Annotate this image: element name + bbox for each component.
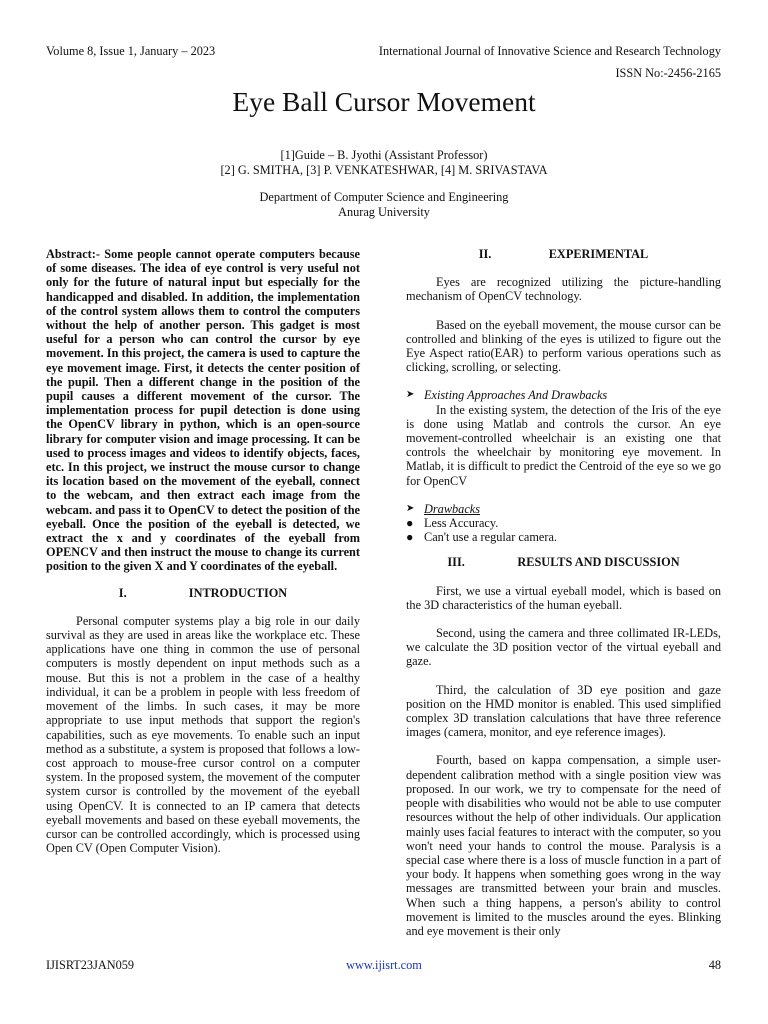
section-heading-experimental xyxy=(406,247,721,261)
subsection-existing-approaches xyxy=(406,388,721,402)
experimental-paragraph-1: Eyes are recognized utilizing the picture-handling mechanism of OpenCV technology. xyxy=(406,275,721,304)
footer-website-link[interactable]: www.ijisrt.com xyxy=(346,958,422,972)
section-title: INTRODUCTION xyxy=(188,585,288,600)
results-paragraph-4: Fourth, based on kappa compensation, a simple user-dependent calibration method with a single position view was proposed. In our work, we try to compensate for the need of people with disabilities who would not be able to use computer resources without the help of other individuals. Our application mainly uses facial features to interact with the computer, so you won't need your hands to control the mouse. Paralysis is a special case where there is a loss of muscle function in a part of your body. It happens when something goes wrong in the way messages are transmitted between your brain and muscles. When such a thing happens, a person's ability to control movement is limited to the muscles around the eyes. Blinking and eye movement is their only xyxy=(406,753,721,938)
subsection-title: Drawbacks xyxy=(424,501,481,516)
left-column xyxy=(46,247,360,855)
footer-page-number: 48 xyxy=(708,958,721,972)
results-paragraph-3: Third, the calculation of 3D eye position and gaze position on the HMD monitor is enabled. This used simplified complex 3D translation calculations that have three reference images (camera, monitor, and eye reference images). xyxy=(406,682,721,740)
volume-info: Volume 8, Issue 1, January – 2023 xyxy=(46,44,216,58)
arrow-bullet-icon: ➤ xyxy=(406,389,415,401)
journal-name: International Journal of Innovative Science and Research Technology xyxy=(378,44,721,58)
list-item-text: Less Accuracy. xyxy=(424,516,499,531)
abstract: Abstract:- Some people cannot operate computers because of some diseases. The idea of eye control is very useful not only for the future of natural input but especially for the handicapped and disabled. In addition, the implementation of the control system allows them to control the computers without the help of another person. This gadget is most useful for a person who can control the cursor by eye movement. In this project, the camera is used to capture the eye movement image. First, it detects the center position of the pupil. Then a different change in the position of the pupil causes a different movement of the cursor. The implementation process for pupil detection is done using the OpenCV library in python, which is an open-source library for computer vision and image processing. It can be used to process images and videos to identify objects, faces, etc. In this project, we instruct the mouse cursor to change its location based on the movement of the eyeball, connect to the webcam, and then extract each image from the webcam. and pass it to OpenCV to detect the position of the eyeball. Once the position of the eyeball is detected, we extract the x and y coordinates of the eyeball from OPENCV and then instruct the mouse to change its current position to the given X and Y coordinates of the eyeball. xyxy=(46,247,360,574)
author-list: [2] G. SMITHA, [3] P. VENKATESHWAR, [4] M. SRIVASTAVA xyxy=(220,163,548,177)
introduction-paragraph: Personal computer systems play a big role in our daily survival as they are used in areas like the workplace etc. These applications have one thing in common the use of personal computers is mostly dependent on input methods such as a mouse. But this is not a problem in the case of a healthy individual, it can be a problem in people with less freedom of movement of the limbs. In such cases, it may be more appropriate to use input methods that support the region's capabilities, such as eye movements. To enable such an input method as a substitute, a system is proposed that follows a low-cost approach to mouse-free cursor control on a computer system. In the proposed system, the movement of the computer system cursor is controlled by the movement of the eyeball using OpenCV. It is connected to an IP camera that detects eyeball movements and based on these eyeball movements, the cursor can be controlled accordingly, which is processed using Open CV (Open Computer Vision). xyxy=(46,613,360,856)
section-heading-results xyxy=(406,555,721,569)
section-number: I. xyxy=(118,585,127,600)
list-item xyxy=(406,516,721,530)
arrow-bullet-icon: ➤ xyxy=(406,502,415,514)
results-paragraph-1: First, we use a virtual eyeball model, which is based on the 3D characteristics of the human eyeball. xyxy=(406,583,721,612)
subsection-drawbacks xyxy=(406,502,721,516)
section-number: II. xyxy=(478,247,492,261)
author-guide: [1]Guide – B. Jyothi (Assistant Professor) xyxy=(280,148,488,162)
university: Anurag University xyxy=(338,205,430,219)
existing-approaches-paragraph: In the existing system, the detection of the Iris of the eye is done using Matlab and controls the cursor. An eye movement-controlled wheelchair is an existing one that controls the wheelchair by monitoring eye movement. In Matlab, it is difficult to predict the Centroid of the eye so we go for OpenCV xyxy=(406,402,721,488)
paper-title: Eye Ball Cursor Movement xyxy=(232,86,536,117)
bullet-dot-icon: ● xyxy=(406,516,414,531)
list-item xyxy=(406,530,721,544)
subsection-title: Existing Approaches And Drawbacks xyxy=(424,388,608,403)
section-title: RESULTS AND DISCUSSION xyxy=(517,555,680,570)
footer-article-id: IJISRT23JAN059 xyxy=(46,958,135,972)
department: Department of Computer Science and Engineering xyxy=(259,190,509,204)
results-paragraph-2: Second, using the camera and three collimated IR-LEDs, we calculate the 3D position vector of the virtual eyeball and gaze. xyxy=(406,626,721,669)
list-item-text: Can't use a regular camera. xyxy=(424,530,557,545)
issn: ISSN No:-2456-2165 xyxy=(615,66,721,80)
section-number: III. xyxy=(447,555,465,570)
section-title: EXPERIMENTAL xyxy=(548,247,649,261)
section-heading-introduction xyxy=(46,586,360,600)
bullet-dot-icon: ● xyxy=(406,530,414,545)
right-column xyxy=(406,247,721,938)
experimental-paragraph-2: Based on the eyeball movement, the mouse cursor can be controlled and blinking of the eyes is utilized to figure out the Eye Aspect ratio(EAR) to perform various operations such as clicking, scrolling, or selecting. xyxy=(406,317,721,375)
